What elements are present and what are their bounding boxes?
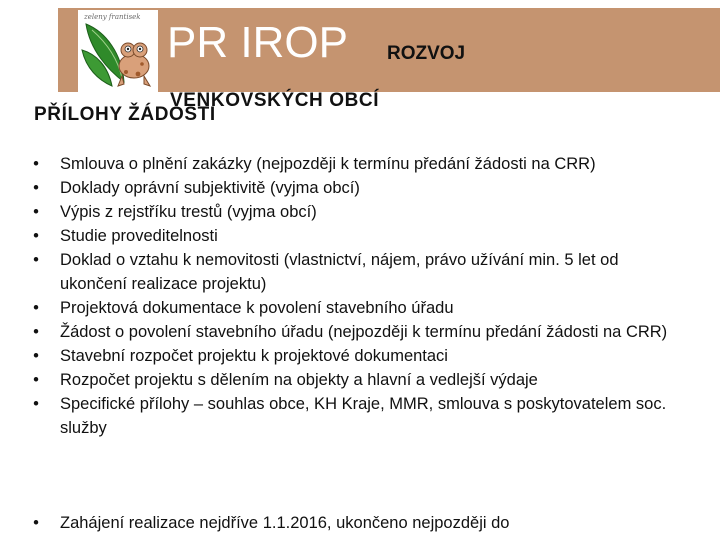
list-item-text: Zahájení realizace nejdříve 1.1.2016, ukončeno nejpozději do [60,514,510,532]
bullet-icon: • [33,155,39,173]
subtitle: VENKOVSKÝCH OBCÍ [170,90,380,111]
list-item [30,320,680,344]
bullet-icon: • [33,514,39,532]
list-item-text: Projektová dokumentace k povolení stavebního úřadu [60,299,454,317]
list-item [30,224,680,248]
list-item-text: Žádost o povolení stavebního úřadu (nejpozději k termínu předání žádosti na CRR) [60,323,668,341]
bullet-icon: • [33,299,39,317]
bullet-icon: • [33,179,39,197]
list-item-text: Stavební rozpočet projektu k projektové dokumentaci [60,347,448,365]
frog-leaf-logo [78,10,158,92]
list-item [30,296,680,320]
bullet-icon: • [33,227,39,245]
list-item [30,152,680,176]
list-item [30,176,680,200]
list-item [30,248,680,296]
bullet-icon: • [33,347,39,365]
list-item-text: Specifické přílohy – souhlas obce, KH Kraje, MMR, smlouva s poskytovatelem soc. služby [60,395,667,437]
list-item-text: Doklady oprávní subjektivitě (vyjma obcí) [60,179,360,197]
logo-text: zeleny frantisek [84,13,141,21]
list-item [30,368,680,392]
attachment-list [30,152,680,440]
frog-icon [78,10,158,92]
list-item [30,511,680,535]
list-item-text: Doklad o vztahu k nemovitosti (vlastnictví, nájem, právo užívání min. 5 let od ukončení realizace projektu) [60,251,619,293]
section-heading: PŘÍLOHY ŽÁDOSTI [34,104,216,125]
list-item-text: Rozpočet projektu s dělením na objekty a hlavní a vedlejší výdaje [60,371,538,389]
bullet-icon: • [33,395,39,413]
bullet-icon: • [33,323,39,341]
list-item-text: Studie proveditelnosti [60,227,218,245]
list-item [30,200,680,224]
bullet-icon: • [33,371,39,389]
list-item-text: Smlouva o plnění zakázky (nejpozději k termínu předání žádosti na CRR) [60,155,596,173]
list-item-text: Výpis z rejstříku trestů (vyjma obcí) [60,203,317,221]
timeline-list [30,511,680,535]
list-item [30,392,680,440]
list-item [30,344,680,368]
page-title: PR IROP [167,18,348,67]
bullet-icon: • [33,251,39,269]
title-suffix: ROZVOJ [387,43,466,64]
bullet-icon: • [33,203,39,221]
